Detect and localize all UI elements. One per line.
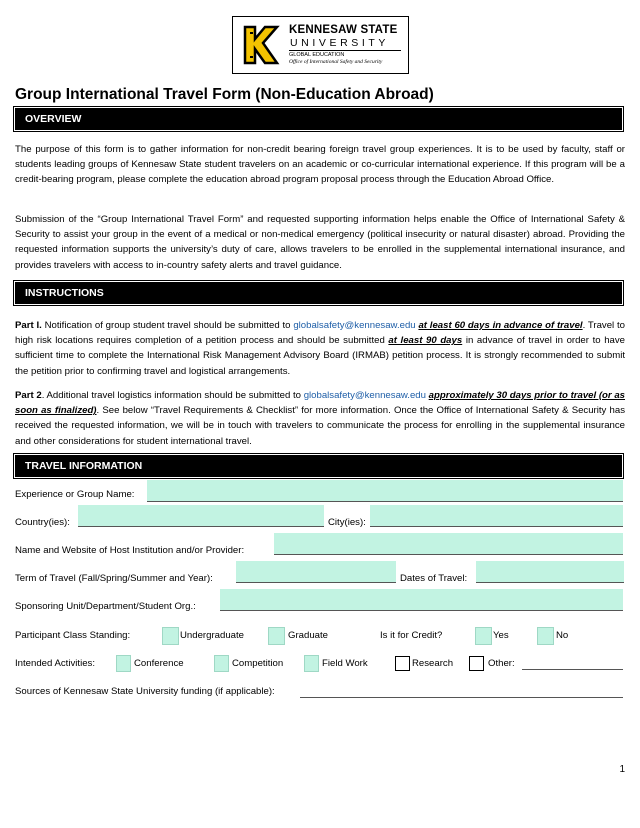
competition-checkbox[interactable] xyxy=(214,655,229,672)
group-name-label: Experience or Group Name: xyxy=(15,489,135,500)
university-name-line2: UNIVERSITY xyxy=(290,37,390,49)
field-work-checkbox[interactable] xyxy=(304,655,319,672)
other-field[interactable] xyxy=(522,657,623,670)
instructions-part1 xyxy=(15,318,625,379)
email-link-2[interactable]: globalsafety@kennesaw.edu xyxy=(303,390,426,401)
host-label: Name and Website of Host Institution and/or Provider: xyxy=(15,545,245,556)
part2-deadline: approximately 30 days prior to travel (or as soon as finalized) xyxy=(15,390,626,417)
conference-option: Conference xyxy=(134,658,184,669)
research-option: Research xyxy=(412,658,454,669)
part1-text-a: Notification of group student travel should be submitted to xyxy=(41,320,294,331)
undergraduate-option: Undergraduate xyxy=(180,630,245,641)
travel-info-heading-bar xyxy=(15,455,622,477)
division-name: GLOBAL EDUCATION xyxy=(289,52,345,58)
undergraduate-checkbox[interactable] xyxy=(162,627,179,645)
activities-label: Intended Activities: xyxy=(15,658,95,669)
countries-field[interactable] xyxy=(78,505,324,527)
credit-yes-checkbox[interactable] xyxy=(475,627,492,645)
office-name: Office of International Safety and Security xyxy=(289,59,383,65)
credit-no-checkbox[interactable] xyxy=(537,627,554,645)
other-checkbox[interactable] xyxy=(469,656,484,671)
part2-text-b: . See below “Travel Requirements & Checklist” for more information. Once the Office of International Safety & Security has received the requested information, we will be in touch with travelers to communicate the process for enrolling in the supplemental insurance and other considerations for student international travel. xyxy=(15,405,625,447)
ksu-emblem-icon xyxy=(241,23,281,67)
group-name-field[interactable] xyxy=(147,480,623,502)
email-link-1[interactable]: globalsafety@kennesaw.edu xyxy=(293,320,416,331)
instructions-part2 xyxy=(15,388,625,449)
graduate-option: Graduate xyxy=(288,630,329,641)
overview-heading-bar xyxy=(15,108,622,130)
funding-field[interactable] xyxy=(300,685,623,698)
part1-deadline-2: at least 90 days xyxy=(388,335,463,347)
part2-text-a: . Additional travel logistics information should be submitted to xyxy=(41,390,304,401)
competition-option: Competition xyxy=(232,658,284,669)
instructions-heading-bar xyxy=(15,282,622,304)
conference-checkbox[interactable] xyxy=(116,655,131,672)
funding-label: Sources of Kennesaw State University funding (if applicable): xyxy=(15,686,275,697)
dates-label: Dates of Travel: xyxy=(400,573,468,584)
part1-text-b: . Travel to high risk locations requires completion of a petition process and should be submitted xyxy=(15,320,625,347)
travel-info-heading: TRAVEL INFORMATION xyxy=(25,460,143,472)
other-label: Other: xyxy=(488,658,515,669)
credit-label: Is it for Credit? xyxy=(380,630,443,641)
sponsor-field[interactable] xyxy=(220,589,623,611)
overview-heading: OVERVIEW xyxy=(25,113,82,125)
part2-label: Part 2 xyxy=(15,390,42,401)
standing-label: Participant Class Standing: xyxy=(15,630,131,641)
countries-label: Country(ies): xyxy=(15,517,70,528)
part1-deadline: at least 60 days in advance of travel xyxy=(418,320,583,331)
university-name-line1: KENNESAW STATE xyxy=(289,24,398,36)
overview-paragraph-2: Submission of the “Group International Travel Form” and requested supporting information helps enable the Office of International Safety & Security to assist your group in the event of a medical or non-medical emergency (political insecurity or natural disaster) abroad. Providing the requested information supports the university’s duty of care, allows travelers to be enrolled in the supplemental international insurance, and provides travelers with access to in-country safety alerts and travel guidance. xyxy=(15,214,625,271)
credit-no-option: No xyxy=(556,630,569,641)
research-checkbox[interactable] xyxy=(395,656,410,671)
page-number: 1 xyxy=(619,764,625,775)
credit-yes-option: Yes xyxy=(493,630,509,641)
term-field[interactable] xyxy=(236,561,396,583)
cities-label: City(ies): xyxy=(328,517,366,528)
page-title: Group International Travel Form (Non-Education Abroad) xyxy=(15,86,434,103)
part1-label: Part I. xyxy=(15,320,42,331)
logo-divider xyxy=(289,50,401,51)
ksu-logo xyxy=(232,16,409,74)
host-field[interactable] xyxy=(274,533,623,555)
overview-paragraph-1: The purpose of this form is to gather information for non-credit bearing foreign travel group experiences. It is to be used by faculty, staff or students leading groups of Kennesaw State student travelers on an academic or co-curricular international experience. If this program will be a credit-bearing program, please complete the education abroad program proposal process through the Education Abroad Office. xyxy=(15,144,625,186)
dates-field[interactable] xyxy=(476,561,624,583)
sponsor-label: Sponsoring Unit/Department/Student Org.: xyxy=(15,601,196,612)
cities-field[interactable] xyxy=(370,505,623,527)
part1-text-c: in advance of travel in order to have sufficient time to complete the International Risk Management Advisory Board (IRMAB) petition process. It is strongly recommended to submit the petition prior to confirming travel and logistical arrangements. xyxy=(15,335,625,377)
instructions-heading: INSTRUCTIONS xyxy=(25,287,104,299)
field-work-option: Field Work xyxy=(322,658,368,669)
term-label: Term of Travel (Fall/Spring/Summer and Year): xyxy=(15,573,213,584)
graduate-checkbox[interactable] xyxy=(268,627,285,645)
